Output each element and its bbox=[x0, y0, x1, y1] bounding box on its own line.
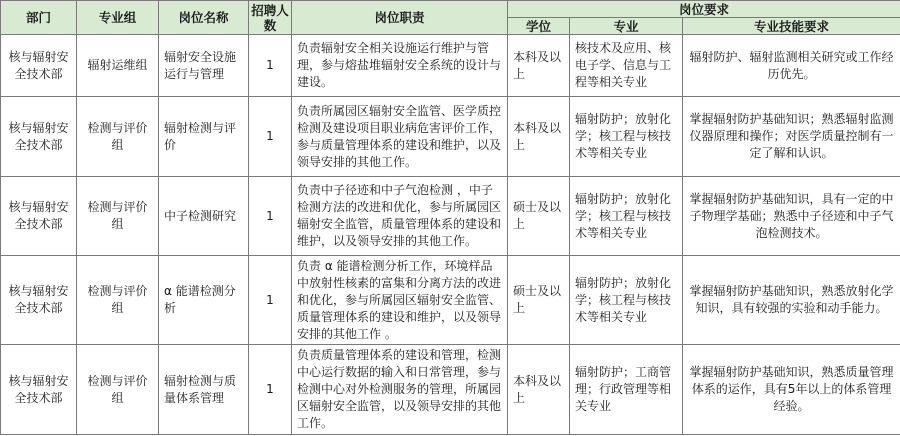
cell-group: 检测与评价组 bbox=[77, 177, 159, 256]
table-row bbox=[1, 177, 900, 256]
cell-position: 辐射检测与评价 bbox=[159, 97, 249, 177]
cell-position: 中子检测研究 bbox=[159, 177, 249, 256]
cell-group: 辐射运维组 bbox=[77, 35, 159, 97]
table-row bbox=[1, 97, 900, 177]
header-group: 专业组 bbox=[77, 1, 159, 35]
cell-major: 核技术及应用、核电子学、信息与工程等相关专业 bbox=[570, 35, 683, 97]
cell-major: 辐射防护；放射化学；核工程与核技术等相关专业 bbox=[570, 177, 683, 256]
cell-position: 辐射安全设施运行与管理 bbox=[159, 35, 249, 97]
table-row bbox=[1, 345, 900, 435]
cell-group: 检测与评价组 bbox=[77, 345, 159, 435]
cell-major: 辐射防护；放射化学；核工程与核技术等相关专业 bbox=[570, 97, 683, 177]
cell-skills: 掌握辐射防护基础知识，具有一定的中子物理学基础；熟悉中子径迹和中子气泡检测技术。 bbox=[683, 177, 900, 256]
cell-count: 1 bbox=[249, 35, 292, 97]
cell-position: α 能谱检测分析 bbox=[159, 256, 249, 345]
header-position: 岗位名称 bbox=[159, 1, 249, 35]
cell-dept: 核与辐射安全技术部 bbox=[1, 97, 77, 177]
cell-count: 1 bbox=[249, 256, 292, 345]
cell-dept: 核与辐射安全技术部 bbox=[1, 177, 77, 256]
header-dept: 部门 bbox=[1, 1, 77, 35]
cell-duties: 负责中子径迹和中子气泡检测 ，中子检测方法的改进和优化，参与所属园区辐射安全监管，质量管理体系的建设和维护，以及领导安排的其他工作。 bbox=[292, 177, 508, 256]
cell-duties: 负责辐射安全相关设施运行维护与管理，参与熔盐堆辐射安全系统的设计与建设。 bbox=[292, 35, 508, 97]
cell-position: 辐射检测与质量体系管理 bbox=[159, 345, 249, 435]
cell-degree: 本科及以上 bbox=[508, 345, 570, 435]
cell-degree: 本科及以上 bbox=[508, 97, 570, 177]
cell-degree: 硕士及以上 bbox=[508, 256, 570, 345]
cell-major: 辐射防护；放射化学；核工程与核技术等相关专业 bbox=[570, 256, 683, 345]
cell-duties: 负责所属园区辐射安全监管、医学质控检测及建设项目职业病危害评价工作，参与质量管理体系的建设和维护，以及领导安排的其他工作。 bbox=[292, 97, 508, 177]
cell-skills: 掌握辐射防护基础知识；熟悉辐射监测仪器原理和操作；对医学质量控制有一定了解和认识。 bbox=[683, 97, 900, 177]
cell-duties: 负责 α 能谱检测分析工作，环境样品中放射性核素的富集和分离方法的改进和优化，参与所属园区辐射安全监管、质量管理体系的建设和维护，以及领导安排的其他工作 。 bbox=[292, 256, 508, 345]
cell-degree: 本科及以上 bbox=[508, 35, 570, 97]
cell-dept: 核与辐射安全技术部 bbox=[1, 35, 77, 97]
cell-skills: 掌握辐射防护基础知识，熟悉质量管理体系的运作，具有5年以上的体系管理经验。 bbox=[683, 345, 900, 435]
header-skills: 专业技能要求 bbox=[683, 18, 900, 35]
cell-skills: 辐射防护、辐射监测相关研究或工作经历优先。 bbox=[683, 35, 900, 97]
cell-dept: 核与辐射安全技术部 bbox=[1, 345, 77, 435]
header-requirements: 岗位要求 bbox=[508, 1, 900, 18]
cell-degree: 硕士及以上 bbox=[508, 177, 570, 256]
cell-group: 检测与评价组 bbox=[77, 256, 159, 345]
cell-group: 检测与评价组 bbox=[77, 97, 159, 177]
header-duties: 岗位职责 bbox=[292, 1, 508, 35]
cell-count: 1 bbox=[249, 345, 292, 435]
table-row bbox=[1, 35, 900, 97]
header-major: 专业 bbox=[570, 18, 683, 35]
cell-duties: 负责质量管理体系的建设和管理，检测中心运行数据的输入和日常管理，参与检测中心对外检测服务的管理，所属园区辐射安全监管，以及领导安排的其他工作。 bbox=[292, 345, 508, 435]
header-row-top bbox=[1, 1, 900, 18]
header-count: 招聘人数 bbox=[249, 1, 292, 35]
cell-major: 辐射防护；工商管理；行政管理等相关专业 bbox=[570, 345, 683, 435]
cell-count: 1 bbox=[249, 97, 292, 177]
table-row bbox=[1, 256, 900, 345]
header-degree: 学位 bbox=[508, 18, 570, 35]
cell-skills: 掌握辐射防护基础知识，熟悉放射化学知识，具有较强的实验和动手能力。 bbox=[683, 256, 900, 345]
cell-dept: 核与辐射安全技术部 bbox=[1, 256, 77, 345]
cell-count: 1 bbox=[249, 177, 292, 256]
